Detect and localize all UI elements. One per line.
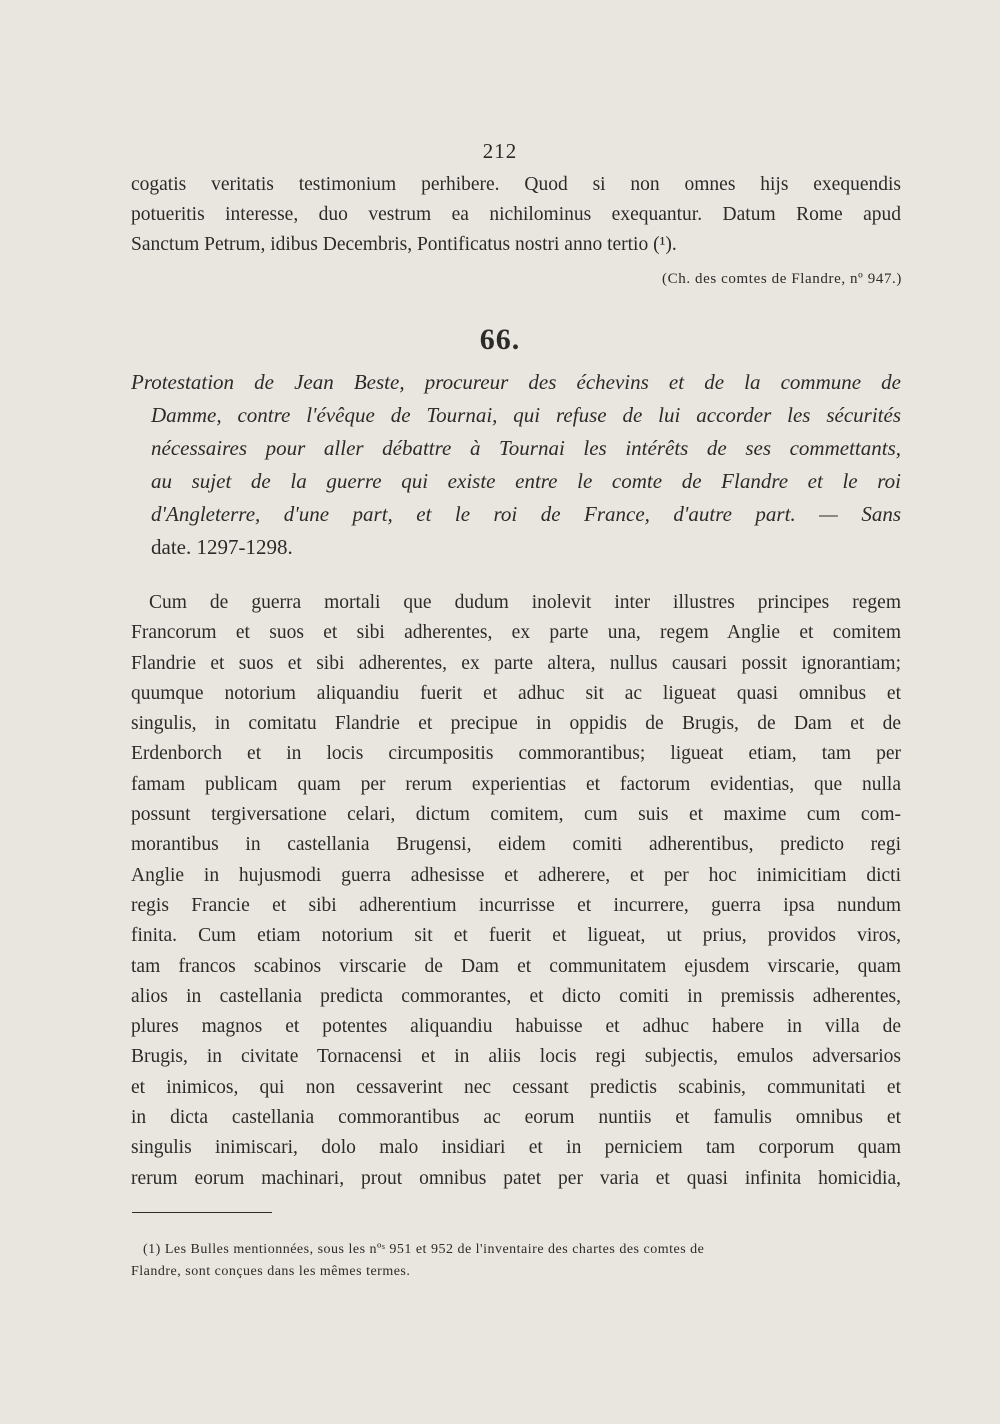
heading-line: d'Angleterre, d'une part, et le roi de France, d'autre part. — Sans xyxy=(151,502,901,526)
source-reference: (Ch. des comtes de Flandre, nº 947.) xyxy=(662,271,902,287)
body-line: Cum de guerra mortali que dudum inolevit inter illustres principes regem xyxy=(149,592,901,613)
document-number: 66. xyxy=(479,323,521,356)
body-line: quumque notorium aliquandiu fuerit et adhuc sit ac ligueat quasi omnibus et xyxy=(131,682,901,704)
body-line: Brugis, in civitate Tornacensi et in aliis locis regi subjectis, emulos adversarios xyxy=(131,1046,901,1068)
heading-line: au sujet de la guerre qui existe entre le comte de Flandre et le roi xyxy=(151,469,901,493)
body-line: regis Francie et sibi adherentium incurrisse et incurrere, guerra ipsa nundum xyxy=(131,894,901,916)
body-line: et inimicos, qui non cessaverint nec cessant predictis scabinis, communitati et xyxy=(131,1076,901,1098)
body-line: Francorum et suos et sibi adherentes, ex parte una, regem Anglie et comitem xyxy=(131,622,901,644)
body-line: plures magnos et potentes aliquandiu habuisse et adhuc habere in villa de xyxy=(131,1016,901,1038)
body-line: famam publicam quam per rerum experientias et factorum evidentias, que nulla xyxy=(131,773,901,795)
heading-date-line: date. 1297-1298. xyxy=(151,535,293,559)
body-line: Flandrie et suos et sibi adherentes, ex parte altera, nullus causari possit ignorantiam; xyxy=(131,652,901,674)
body-line: alios in castellania predicta commorantes, et dicto comiti in premissis adherentes, xyxy=(131,985,901,1007)
body-line: rerum eorum machinari, prout omnibus patet per varia et quasi infinita homicidia, xyxy=(131,1167,901,1189)
page-number: 212 xyxy=(482,139,518,163)
footnote-line: Flandre, sont conçues dans les mêmes termes. xyxy=(131,1264,411,1279)
heading-line: Protestation de Jean Beste, procureur des échevins et de la commune de xyxy=(131,370,901,394)
text-line: potueritis interesse, duo vestrum ea nichilominus exequantur. Datum Rome apud xyxy=(131,204,901,225)
body-line: Anglie in hujusmodi guerra adhesisse et adherere, et per hoc inimicitiam dicti xyxy=(131,864,901,886)
body-line: tam francos scabinos virscarie de Dam et communitatem ejusdem virscarie, quam xyxy=(131,955,901,977)
heading-line: Damme, contre l'évêque de Tournai, qui refuse de lui accorder les sécurités xyxy=(151,403,901,427)
body-line: singulis inimiscari, dolo malo insidiari et in perniciem tam corporum quam xyxy=(131,1137,901,1159)
text-line: Sanctum Petrum, idibus Decembris, Pontificatus nostri anno tertio (¹). xyxy=(131,234,677,255)
body-line: morantibus in castellania Brugensi, eidem comiti adherentibus, predicto regi xyxy=(131,834,901,856)
footnote-divider xyxy=(132,1212,272,1213)
heading-line: nécessaires pour aller débattre à Tournai les intérêts de ses commettants, xyxy=(151,436,901,460)
continued-text xyxy=(131,170,901,260)
body-text xyxy=(131,588,901,1194)
text-line: cogatis veritatis testimonium perhibere. Quod si non omnes hijs exequendis xyxy=(131,174,901,195)
body-line: in dicta castellania commorantibus ac eorum nuntiis et famulis omnibus et xyxy=(131,1107,901,1129)
body-line: singulis, in comitatu Flandrie et precipue in oppidis de Brugis, de Dam et de xyxy=(131,713,901,735)
footnote xyxy=(131,1239,901,1283)
document-heading xyxy=(131,366,901,564)
body-line: possunt tergiversatione celari, dictum comitem, cum suis et maxime cum com- xyxy=(131,804,901,826)
body-line: finita. Cum etiam notorium sit et fuerit et ligueat, ut prius, providos viros, xyxy=(131,925,901,947)
footnote-line: (1) Les Bulles mentionnées, sous les nºˢ 951 et 952 de l'inventaire des chartes des comtes de xyxy=(143,1242,705,1257)
body-line: Erdenborch et in locis circumpositis commorantibus; ligueat etiam, tam per xyxy=(131,743,901,765)
